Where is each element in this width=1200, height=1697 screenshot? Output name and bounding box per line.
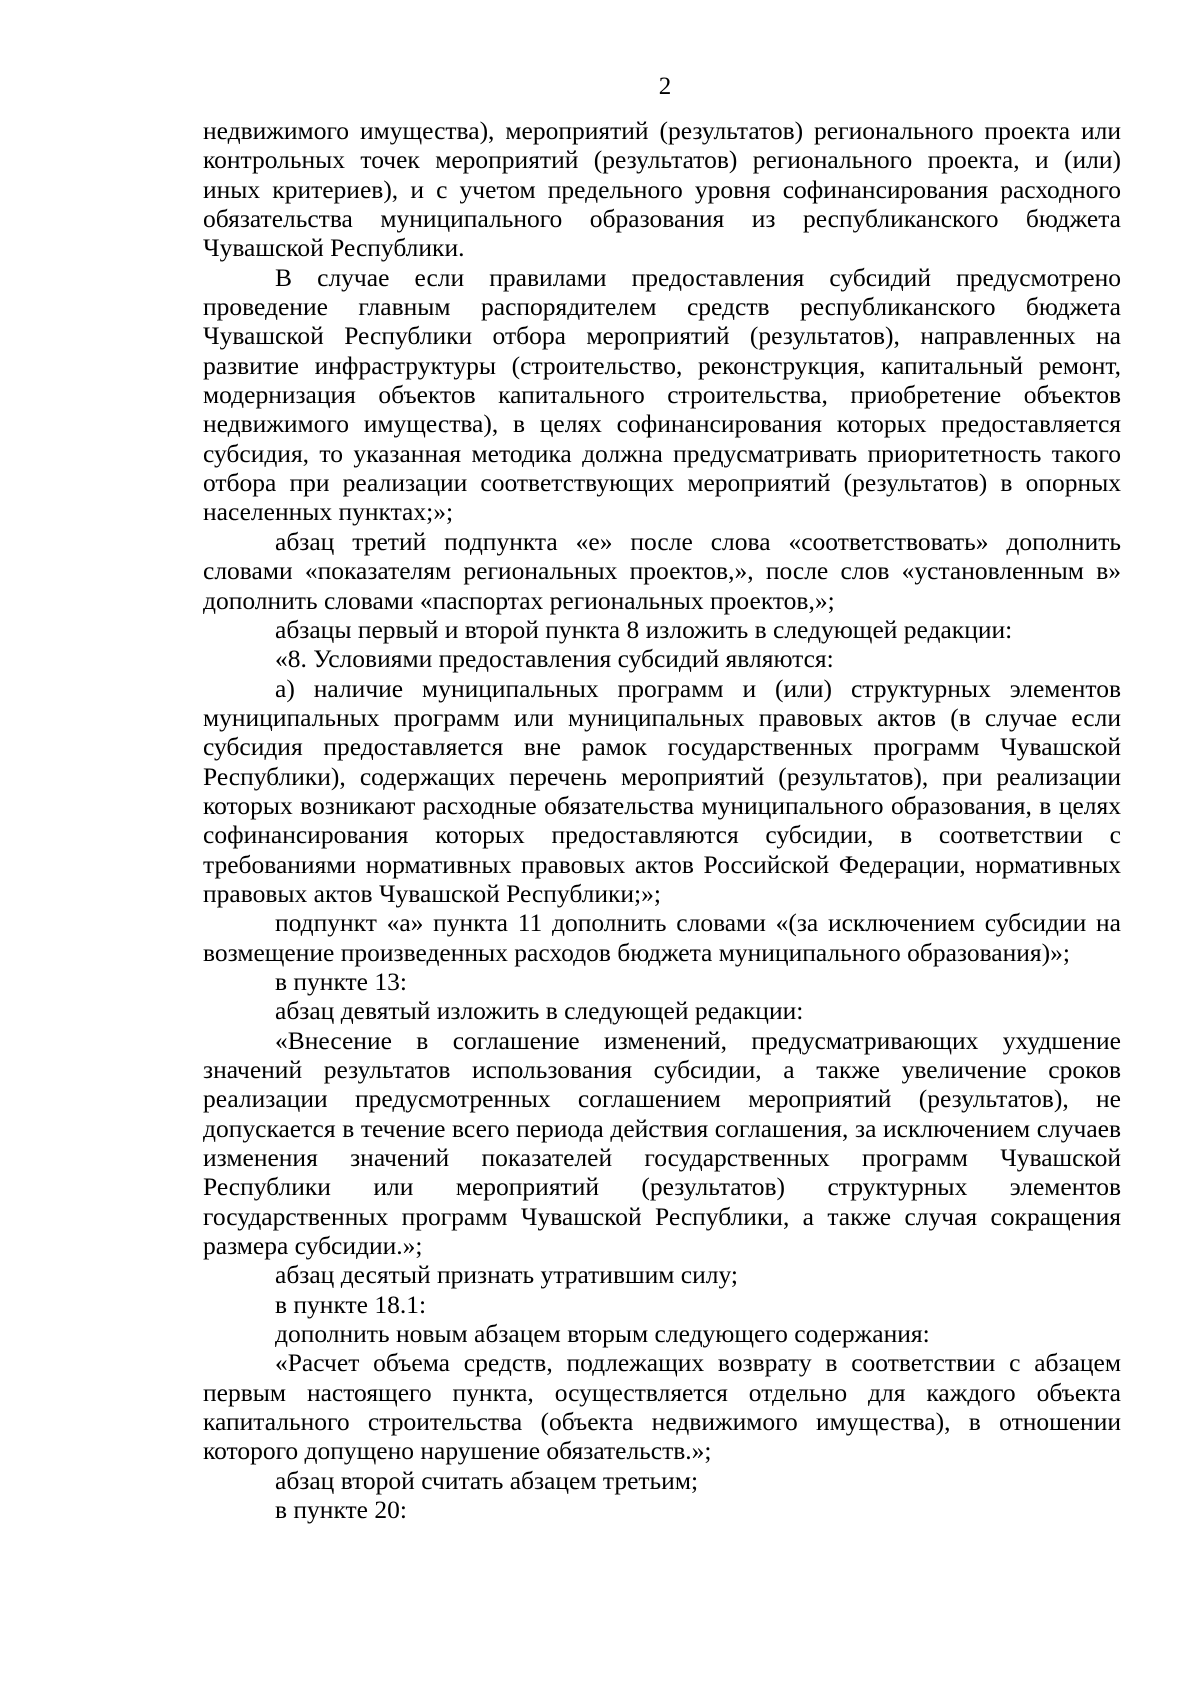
- paragraph: в пункте 18.1:: [275, 1289, 427, 1319]
- paragraph: абзац третий подпункта «е» после слова «соответствовать» дополнить словами «показателям региональных проектов,», после слов «установленным в» дополнить словами «паспортах региональных проектов,»;: [203, 526, 1121, 615]
- paragraph: дополнить новым абзацем вторым следующего содержания:: [275, 1319, 930, 1349]
- page-number: 2: [658, 73, 672, 100]
- paragraph: абзацы первый и второй пункта 8 изложить в следующей редакции:: [275, 614, 1013, 644]
- document-body: [203, 116, 1121, 1525]
- paragraph: абзац десятый признать утратившим силу;: [275, 1260, 738, 1290]
- paragraph: в пункте 13:: [275, 966, 407, 996]
- paragraph: «Расчет объема средств, подлежащих возврату в соответствии с абзацем первым настоящего пункта, осуществляется отдельно для каждого объекта капитального строительства (объекта недвижимого имущества), в отношении которого допущено нарушение обязательств.»;: [203, 1348, 1121, 1466]
- paragraph: «8. Условиями предоставления субсидий являются:: [275, 644, 834, 674]
- paragraph: подпункт «а» пункта 11 дополнить словами «(за исключением субсидии на возмещение произведенных расходов бюджета муниципального образования)»;: [203, 908, 1121, 967]
- paragraph: абзац второй считать абзацем третьим;: [275, 1465, 699, 1495]
- paragraph: а) наличие муниципальных программ и (или) структурных элементов муниципальных программ или муниципальных правовых актов (в случае если субсидия предоставляется вне рамок государственных программ Чувашской Республики), содержащих перечень мероприятий (результатов), при реализации которых возникают расходные обязательства муниципального образования, в целях софинансирования которых предоставляются субсидии, в соответствии с требованиями нормативных правовых актов Российской Федерации, нормативных правовых актов Чувашской Республики;»;: [203, 673, 1121, 908]
- paragraph: абзац девятый изложить в следующей редакции:: [275, 996, 804, 1026]
- paragraph: «Внесение в соглашение изменений, предусматривающих ухудшение значений результатов использования субсидии, а также увеличение сроков реализации предусмотренных соглашением мероприятий (результатов), не допускается в течение всего периода действия соглашения, за исключением случаев изменения значений показателей государственных программ Чувашской Республики или мероприятий (результатов) структурных элементов государственных программ Чувашской Республики, а также случая сокращения размера субсидии.»;: [203, 1025, 1121, 1261]
- paragraph: недвижимого имущества), мероприятий (результатов) регионального проекта или контрольных точек мероприятий (результатов) регионального проекта, и (или) иных критериев), и с учетом предельного уровня софинансирования расходного обязательства муниципального образования из республиканского бюджета Чувашской Республики.: [203, 116, 1121, 263]
- paragraph: в пункте 20:: [275, 1495, 407, 1525]
- paragraph: В случае если правилами предоставления субсидий предусмотрено проведение главным распорядителем средств республиканского бюджета Чувашской Республики отбора мероприятий (результатов), направленных на развитие инфраструктуры (строительство, реконструкция, капитальный ремонт, модернизация объектов капитального строительства, приобретение объектов недвижимого имущества), в целях софинансирования которых предоставляется субсидия, то указанная методика должна предусматривать приоритетность такого отбора при реализации соответствующих мероприятий (результатов) в опорных населенных пунктах;»;: [203, 262, 1121, 527]
